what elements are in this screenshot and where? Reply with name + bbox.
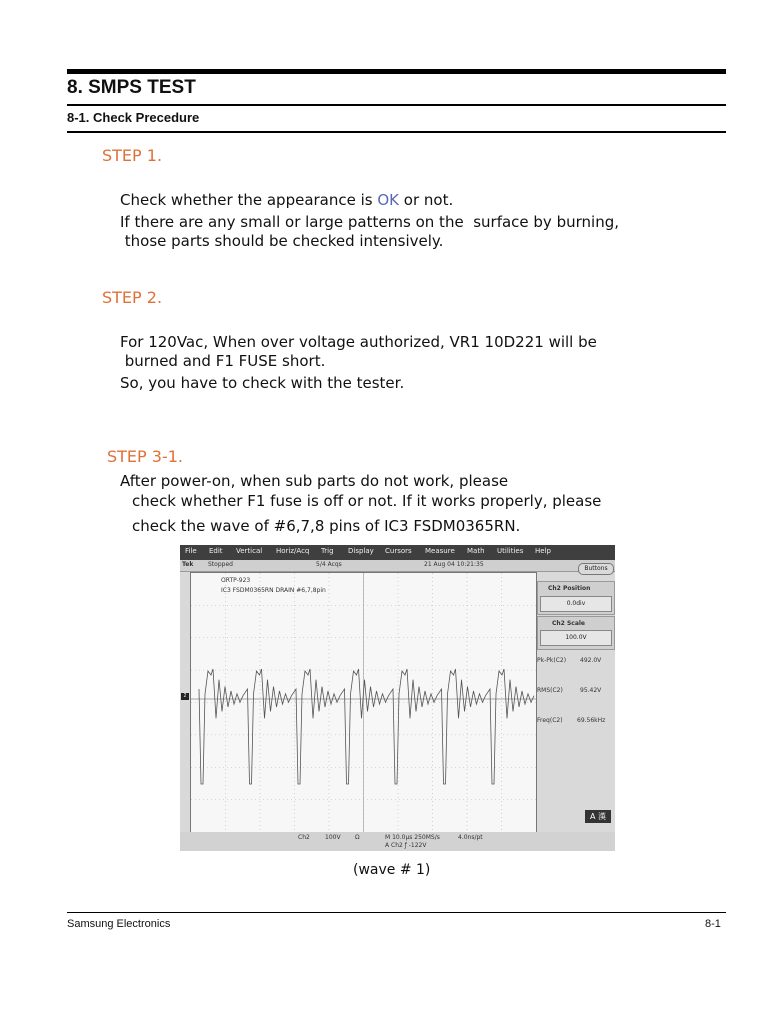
footer-page-number: 8-1: [705, 918, 721, 930]
step3-label: STEP 3-1.: [107, 447, 183, 466]
scope-menu-math: Math: [467, 547, 485, 555]
bottom-resolution: 4.0ns/pt: [458, 834, 483, 841]
scope-status-bar: [180, 560, 615, 572]
meas-rms-label: RMS(C2): [537, 687, 563, 694]
scope-bottom-readout: [180, 832, 615, 851]
meas-freq-label: Freq(C2): [537, 717, 563, 724]
ch2-scale-value: 100.0V: [540, 630, 612, 646]
scope-menu-utilities: Utilities: [497, 547, 524, 555]
ch2-position-value: 0.0div: [540, 596, 612, 612]
footer-rule: [67, 912, 726, 913]
scope-menu-help: Help: [535, 547, 551, 555]
step1-line2: If there are any small or large patterns on the surface by burning,: [120, 213, 619, 231]
scope-date: 21 Aug 04 10:21:35: [424, 561, 484, 568]
step2-line2: burned and F1 FUSE short.: [120, 352, 326, 370]
meas-freq-value: 69.56kHz: [577, 717, 606, 724]
top-rule: [67, 69, 726, 74]
bottom-timebase: M 10.0μs 250MS/s: [385, 834, 440, 841]
step2-label: STEP 2.: [102, 288, 163, 307]
step1-line1: Check whether the appearance is OK or not.: [120, 191, 454, 209]
step3-line1: After power-on, when sub parts do not work, please: [120, 472, 509, 490]
scope-menu-trig: Trig: [321, 547, 334, 555]
scope-menubar: [180, 545, 615, 560]
bottom-channel: Ch2: [298, 834, 310, 841]
subsection-title: 8-1. Check Precedure: [67, 110, 200, 125]
channel2-marker: 2: [181, 693, 189, 700]
scope-waveform-plot: [191, 573, 536, 832]
step2-line1: For 120Vac, When over voltage authorized, VR1 10D221 will be: [120, 333, 597, 351]
section-title: 8. SMPS TEST: [67, 77, 196, 98]
title-divider: [67, 104, 726, 106]
scope-state: Stopped: [208, 561, 233, 568]
scope-menu-display: Display: [348, 547, 374, 555]
subsection-divider: [67, 131, 726, 133]
oscilloscope-screenshot: [180, 545, 615, 851]
bottom-ohm: Ω: [355, 834, 360, 841]
scope-note-2: IC3 FSDM0365RN DRAIN #6,7,8pin: [221, 587, 326, 594]
scope-note-1: ORTP-923: [221, 577, 251, 584]
step3-line2: check whether F1 fuse is off or not. If it works properly, please: [132, 492, 602, 510]
bottom-volts: 100V: [325, 834, 341, 841]
footer-company: Samsung Electronics: [67, 918, 171, 930]
scope-acqs: 5/4 Acqs: [316, 561, 342, 568]
scope-menu-cursors: Cursors: [385, 547, 412, 555]
language-badge: A 漢: [585, 810, 611, 823]
ch2-position-label: Ch2 Position: [548, 585, 591, 592]
meas-pkpk-label: Pk-Pk(C2): [537, 657, 567, 664]
ok-highlight: OK: [377, 191, 400, 209]
scope-brand: Tek: [182, 561, 194, 568]
bottom-trigger: A Ch2 ƒ -122V: [385, 842, 427, 849]
ch2-waveform-trace: [199, 669, 534, 784]
figure-caption: (wave # 1): [353, 862, 431, 878]
scope-buttons-button: Buttons: [578, 563, 614, 575]
scope-waveform-screen: [190, 572, 537, 833]
meas-pkpk-value: 492.0V: [580, 657, 602, 664]
step3-line3: check the wave of #6,7,8 pins of IC3 FSDM0365RN.: [132, 517, 521, 535]
scope-menu-horiz: Horiz/Acq: [276, 547, 310, 555]
step1-line3: those parts should be checked intensively.: [120, 232, 444, 250]
meas-rms-value: 95.42V: [580, 687, 602, 694]
scope-menu-edit: Edit: [209, 547, 223, 555]
ch2-scale-label: Ch2 Scale: [552, 620, 585, 627]
scope-menu-measure: Measure: [425, 547, 455, 555]
scope-menu-vertical: Vertical: [236, 547, 263, 555]
step2-line3: So, you have to check with the tester.: [120, 374, 405, 392]
scope-menu-file: File: [185, 547, 197, 555]
step1-label: STEP 1.: [102, 146, 163, 165]
